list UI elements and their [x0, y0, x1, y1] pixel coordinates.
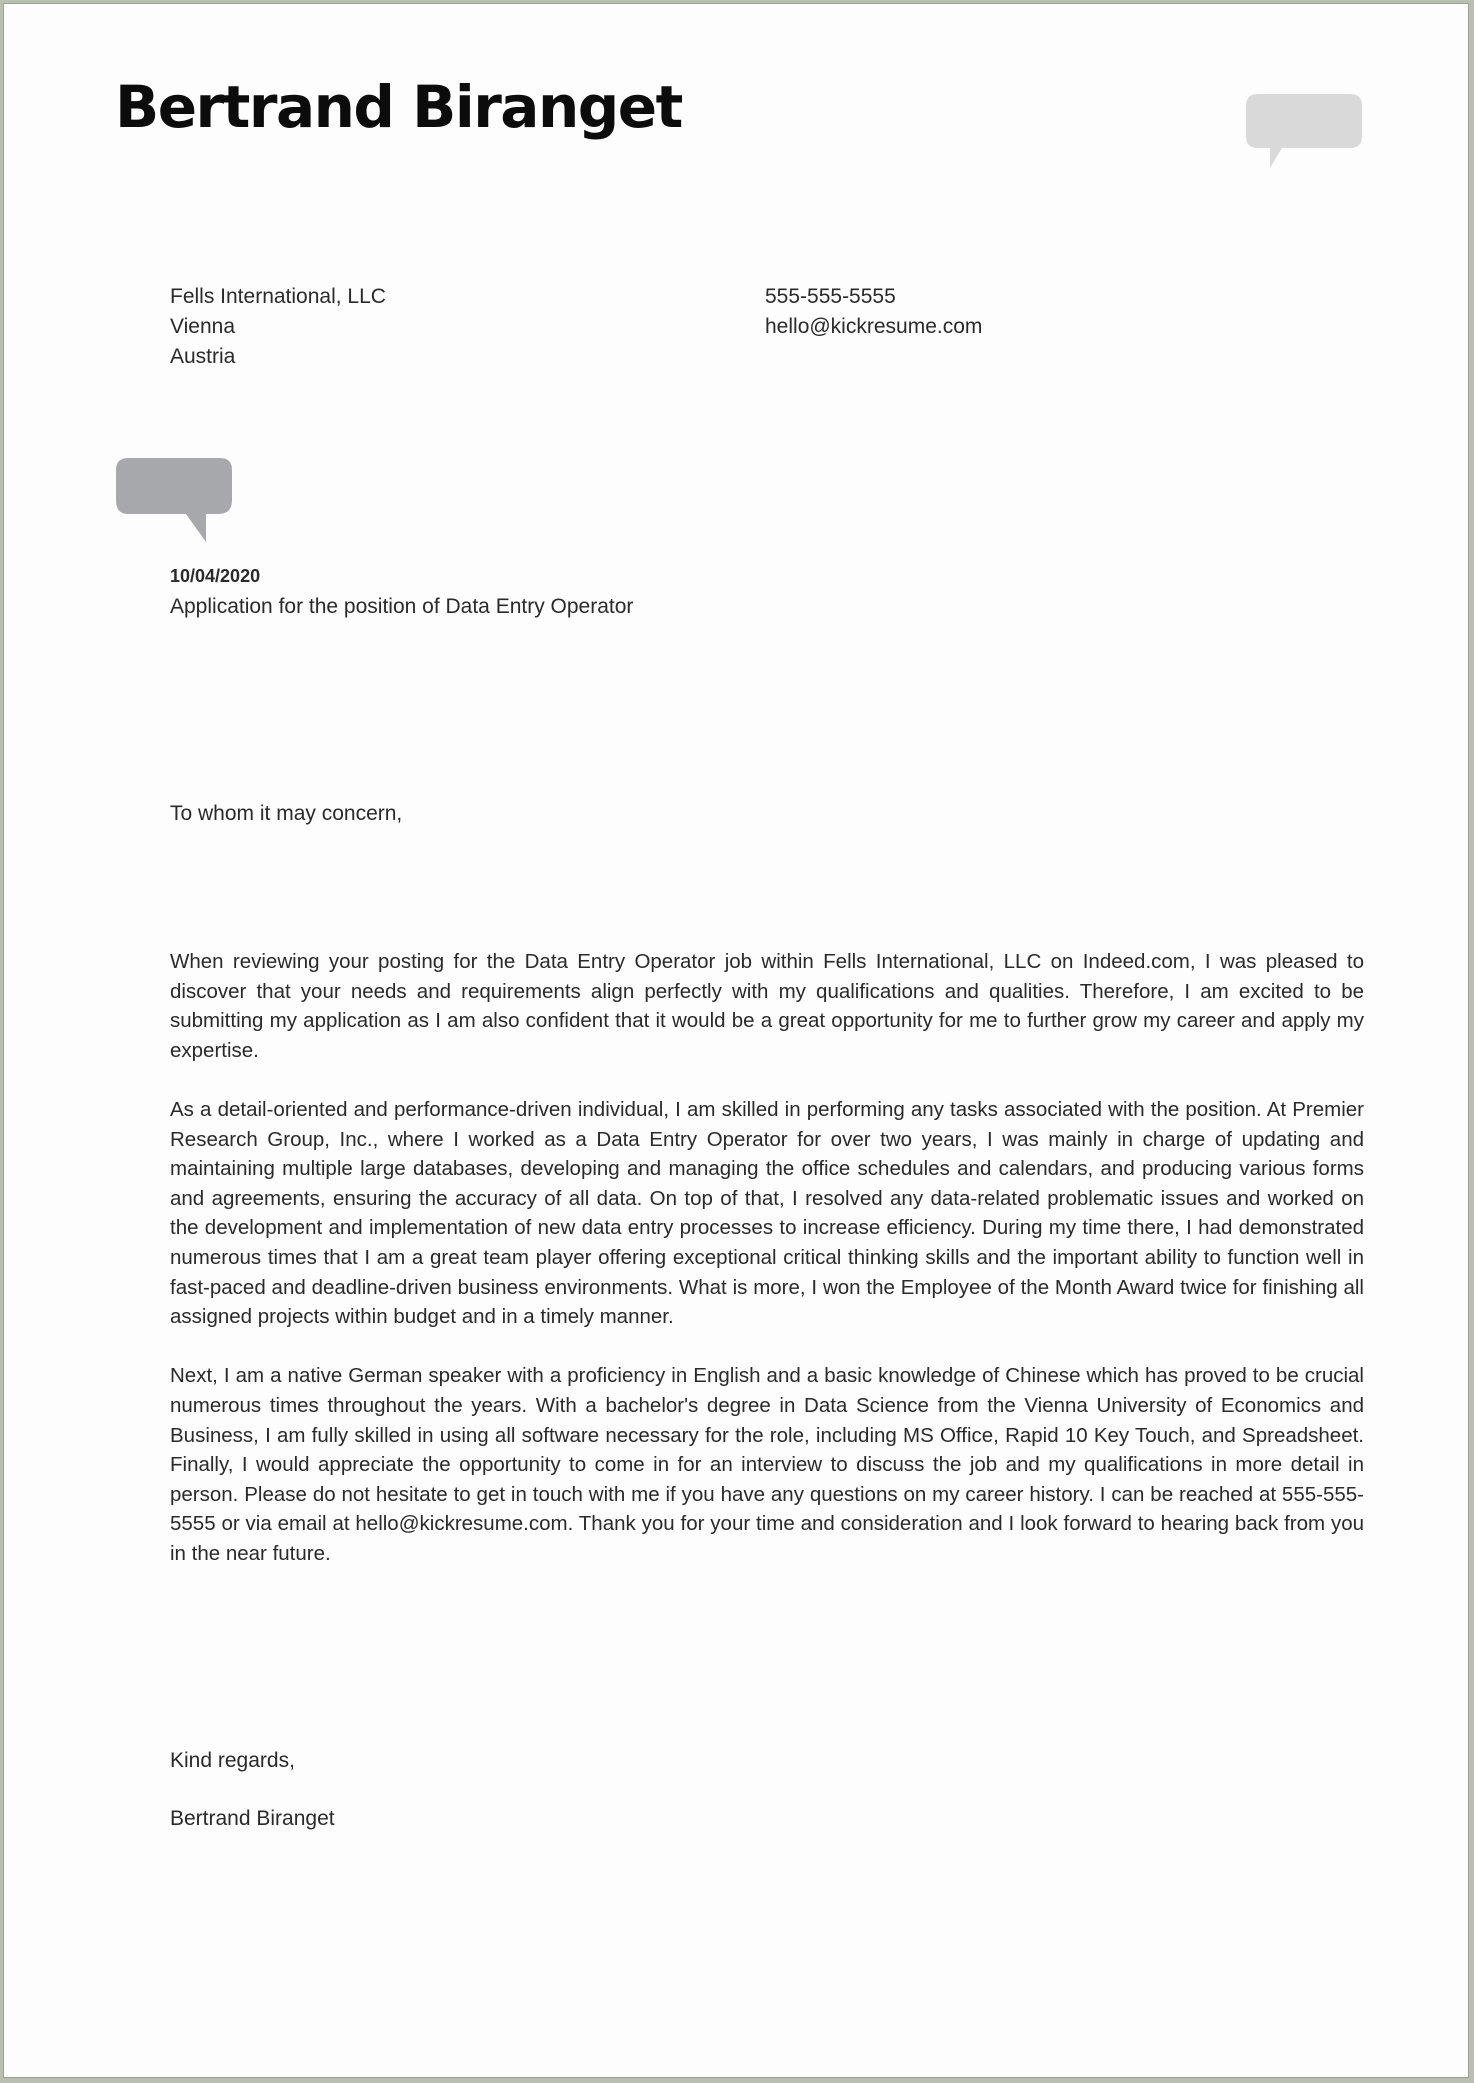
- closing: Kind regards,: [170, 1749, 295, 1772]
- speech-bubble-icon: [114, 456, 236, 548]
- recipient-address: [170, 282, 386, 372]
- recipient-city: Vienna: [170, 315, 236, 338]
- letter-subject: Application for the position of Data Entry Operator: [170, 595, 634, 618]
- body-paragraph: As a detail-oriented and performance-driven individual, I am skilled in performing any tasks associated with the position. At Premier Research Group, Inc., where I worked as a Data Entry Operator for over two years, I was mainly in charge of updating and maintaining multiple large databases, developing and managing the office schedules and calendars, and producing various forms and agreements, ensuring the accuracy of all data. On top of that, I resolved any data-related problematic issues and worked on the development and implementation of new data entry processes to increase efficiency. During my time there, I had demonstrated numerous times that I am a great team player offering exceptional critical thinking skills and the important ability to function well in fast-paced and deadline-driven business environments. What is more, I won the Employee of the Month Award twice for finishing all assigned projects within budget and in a timely manner.: [170, 1097, 1364, 1329]
- sender-contact: [765, 282, 982, 342]
- letter-body: [170, 947, 1364, 1598]
- letter-page: [3, 3, 1469, 2078]
- recipient-company: Fells International, LLC: [170, 285, 386, 308]
- letter-date: 10/04/2020: [170, 566, 261, 586]
- salutation: To whom it may concern,: [170, 802, 403, 825]
- body-paragraph: When reviewing your posting for the Data Entry Operator job within Fells International, LLC on Indeed.com, I was pleased to discover that your needs and requirements align perfectly with my qualifications and qualities. Therefore, I am excited to be submitting my application as I am also confident that it would be a great opportunity for me to further grow my career and apply my expertise.: [170, 950, 1364, 1062]
- speech-bubble-icon: [1244, 92, 1364, 182]
- contact-email: hello@kickresume.com: [765, 315, 983, 338]
- contact-phone: 555-555-5555: [765, 285, 896, 308]
- author-name: Bertrand Biranget: [115, 73, 682, 141]
- signature: Bertrand Biranget: [170, 1807, 335, 1830]
- body-paragraph: Next, I am a native German speaker with a proficiency in English and a basic knowledge of Chinese which has proved to be crucial numerous times throughout the years. With a bachelor's degree in Data Science from the Vienna University of Economics and Business, I am fully skilled in using all software necessary for the role, including MS Office, Rapid 10 Key Touch, and Spreadsheet. Finally, I would appreciate the opportunity to come in for an interview to discuss the job and my qualifications in more detail in person. Please do not hesitate to get in touch with me if you have any questions on my career history. I can be reached at 555-555-5555 or via email at hello@kickresume.com. Thank you for your time and consideration and I look forward to hearing back from you in the near future.: [170, 1364, 1364, 1565]
- recipient-country: Austria: [170, 345, 236, 368]
